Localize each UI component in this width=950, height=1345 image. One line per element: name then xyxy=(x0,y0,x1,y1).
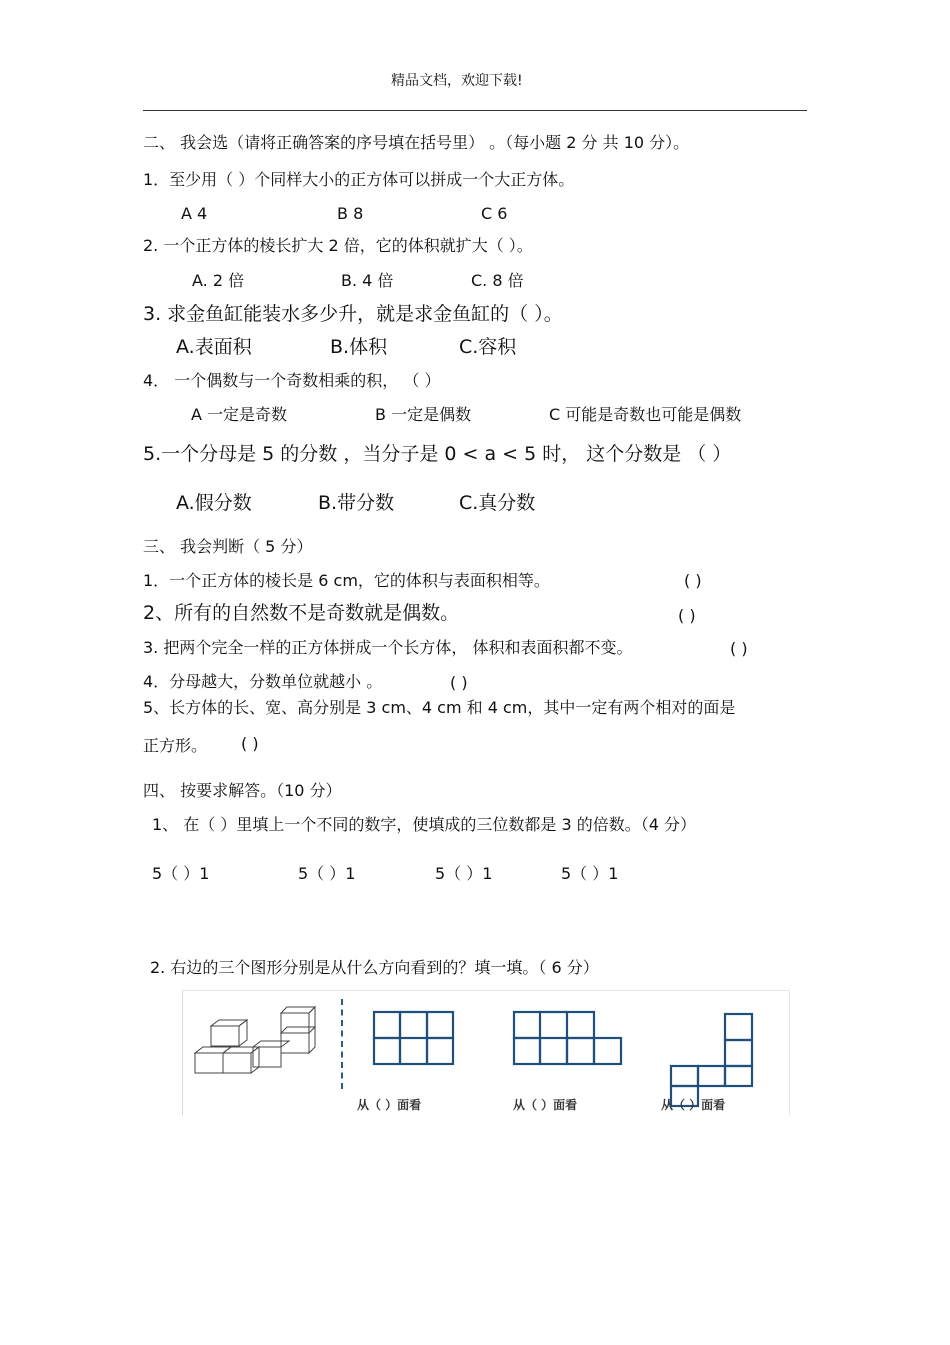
q2-option-b: B. 4 倍 xyxy=(341,271,394,290)
q5-stem: 5.一个分母是 5 的分数 ，当分子是 0 < a < 5 时， 这个分数是 （ ） xyxy=(143,443,732,465)
q3-option-c: C.容积 xyxy=(459,336,517,358)
judge-item-1: 1．一个正方体的棱长是 6 cm，它的体积与表面积相等。 xyxy=(143,571,550,590)
q1-option-c: C 6 xyxy=(481,204,508,223)
section3-title: 三、 我会判断（ 5 分） xyxy=(143,537,313,556)
judge-item-4: 4．分母越大，分数单位就越小 。 xyxy=(143,672,383,691)
judge-item-5-blank: ( ) xyxy=(241,734,259,753)
section2-title: 二、 我会选（请将正确答案的序号填在括号里） 。（每小题 2 分 共 10 分）。 xyxy=(143,133,690,152)
s4-q1-stem: 1、 在（ ）里填上一个不同的数字，使填成的三位数都是 3 的倍数。（4 分） xyxy=(152,815,696,834)
header-divider xyxy=(143,110,807,111)
view-1-label: 从（ ）面看 xyxy=(357,1098,422,1112)
q1-option-b: B 8 xyxy=(337,204,364,223)
q2-stem: 2. 一个正方体的棱长扩大 2 倍，它的体积就扩大（ ）。 xyxy=(143,236,533,255)
page-header-watermark: 精品文档，欢迎下载! xyxy=(391,73,523,89)
q5-option-b: B.带分数 xyxy=(318,492,395,514)
q5-option-a: A.假分数 xyxy=(176,492,252,514)
s4-q2-stem: 2. 右边的三个图形分别是从什么方向看到的？填一填。（ 6 分） xyxy=(150,958,599,977)
view-1-grid xyxy=(373,1011,455,1071)
view-2-label: 从（ ）面看 xyxy=(513,1098,578,1112)
divider-dashed-line xyxy=(341,999,343,1089)
judge-item-2: 2、所有的自然数不是奇数就是偶数。 xyxy=(143,602,460,624)
q4-option-b: B 一定是偶数 xyxy=(375,405,472,424)
view-3-grid xyxy=(669,1013,759,1109)
fill-blank-3: 5（ ）1 xyxy=(435,864,493,883)
q4-stem: 4． 一个偶数与一个奇数相乘的积， （ ） xyxy=(143,371,441,390)
q1-stem: 1．至少用（ ）个同样大小的正方体可以拼成一个大正方体。 xyxy=(143,170,575,189)
cube-assembly-drawing xyxy=(191,1011,316,1081)
q3-option-a: A.表面积 xyxy=(176,336,252,358)
judge-item-5: 5、长方体的长、宽、高分别是 3 cm、4 cm 和 4 cm，其中一定有两个相对的面是 xyxy=(143,698,736,717)
judge-item-1-blank: ( ) xyxy=(684,571,702,590)
q4-option-c: C 可能是奇数也可能是偶数 xyxy=(549,405,742,424)
q2-option-c: C. 8 倍 xyxy=(471,271,524,290)
q1-option-a: A 4 xyxy=(181,204,208,223)
q3-stem: 3. 求金鱼缸能装水多少升，就是求金鱼缸的（ ）。 xyxy=(143,303,563,325)
q3-option-b: B.体积 xyxy=(330,336,388,358)
judge-item-4-blank: ( ) xyxy=(450,673,468,692)
judge-item-2-blank: ( ) xyxy=(678,606,696,625)
fill-blank-4: 5（ ）1 xyxy=(561,864,619,883)
q5-option-c: C.真分数 xyxy=(459,492,536,514)
fill-blank-1: 5（ ）1 xyxy=(152,864,210,883)
view-3-label: 从（ ）面看 xyxy=(661,1098,726,1112)
view-2-grid xyxy=(513,1011,625,1071)
views-figure xyxy=(182,990,790,1115)
section4-title: 四、 按要求解答。（10 分） xyxy=(143,781,342,800)
judge-item-3-blank: ( ) xyxy=(730,639,748,658)
q4-option-a: A 一定是奇数 xyxy=(191,405,288,424)
q2-option-a: A. 2 倍 xyxy=(192,271,245,290)
judge-item-3: 3. 把两个完全一样的正方体拼成一个长方体， 体积和表面积都不变。 xyxy=(143,638,633,657)
fill-blank-2: 5（ ）1 xyxy=(298,864,356,883)
judge-item-5-cont: 正方形。 xyxy=(143,736,208,755)
